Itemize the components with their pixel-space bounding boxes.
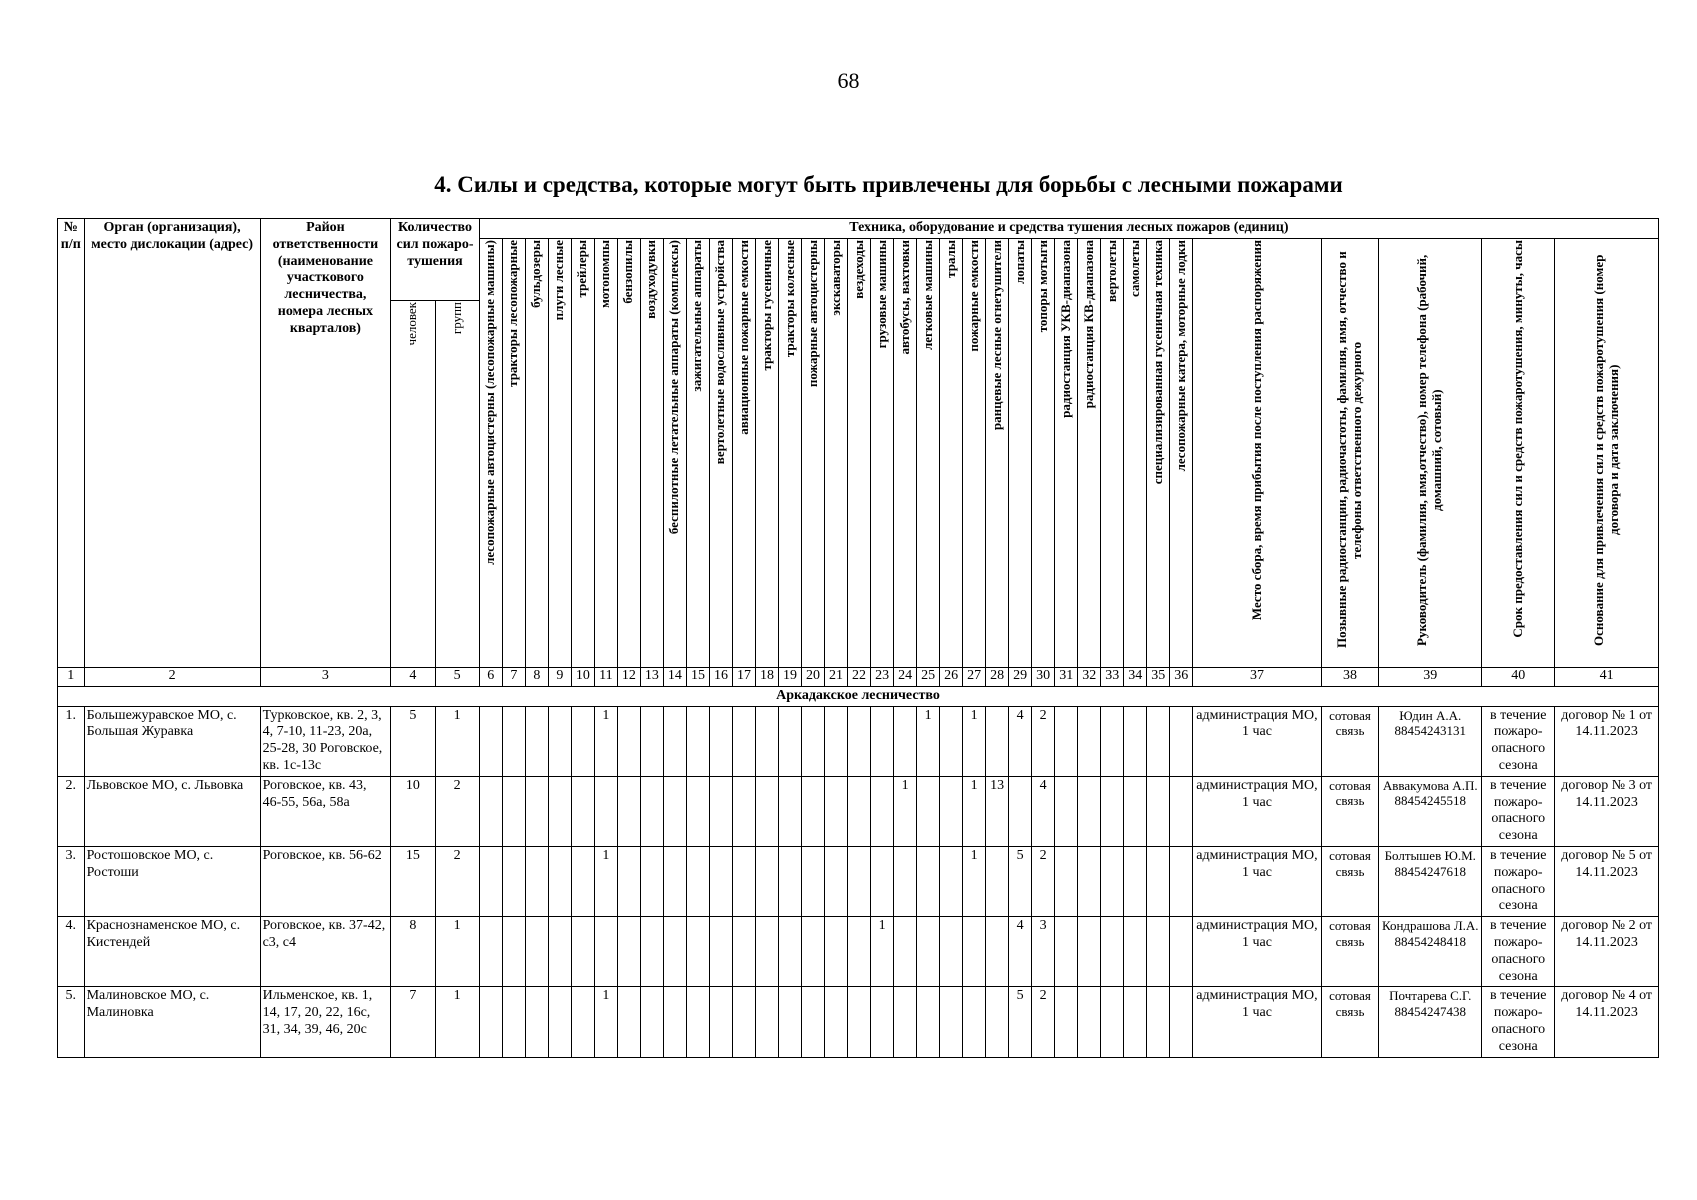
org-cell: Краснознаменское МО, с. Кистендей bbox=[84, 917, 260, 987]
equipment-cell bbox=[732, 987, 755, 1057]
header-equipment-2: тракторы лесопожарные bbox=[502, 239, 525, 668]
equipment-cell bbox=[594, 917, 617, 987]
column-number: 24 bbox=[894, 667, 917, 686]
equipment-cell bbox=[525, 776, 548, 846]
column-number: 38 bbox=[1321, 667, 1379, 686]
gathering-cell: администрация МО, 1 час bbox=[1193, 776, 1321, 846]
equipment-cell bbox=[548, 776, 571, 846]
equipment-cell bbox=[825, 706, 848, 776]
equipment-cell bbox=[640, 987, 663, 1057]
equipment-cell: 1 bbox=[963, 776, 986, 846]
callsigns-cell: сотовая связь bbox=[1321, 987, 1379, 1057]
header-district: Район ответственности (наименование участкового лесничества, номера лесных кварталов) bbox=[260, 219, 391, 668]
groups-cell: 2 bbox=[435, 776, 479, 846]
equipment-cell bbox=[894, 917, 917, 987]
header-equipment-24: лопаты bbox=[1009, 239, 1032, 668]
callsigns-cell: сотовая связь bbox=[1321, 776, 1379, 846]
equipment-cell bbox=[963, 987, 986, 1057]
equipment-cell: 3 bbox=[1032, 917, 1055, 987]
header-leader: Руководитель (фамилия, имя,отчество), номер телефона (рабочий, домашний, сотовый) bbox=[1379, 239, 1482, 668]
column-number: 12 bbox=[617, 667, 640, 686]
equipment-cell: 4 bbox=[1009, 706, 1032, 776]
header-equipment-23: ранцевые лесные огнетушители bbox=[986, 239, 1009, 668]
equipment-cell bbox=[940, 917, 963, 987]
equipment-cell bbox=[1009, 776, 1032, 846]
column-number: 11 bbox=[594, 667, 617, 686]
equipment-cell: 1 bbox=[594, 846, 617, 916]
equipment-cell bbox=[917, 917, 940, 987]
equipment-cell: 1 bbox=[871, 917, 894, 987]
equipment-cell bbox=[548, 706, 571, 776]
row-number: 2. bbox=[58, 776, 85, 846]
people-cell: 5 bbox=[391, 706, 435, 776]
equipment-cell: 1 bbox=[963, 706, 986, 776]
equipment-cell bbox=[663, 917, 686, 987]
equipment-cell bbox=[548, 846, 571, 916]
equipment-cell bbox=[1147, 776, 1170, 846]
equipment-cell bbox=[802, 706, 825, 776]
equipment-cell bbox=[548, 987, 571, 1057]
equipment-cell bbox=[894, 846, 917, 916]
column-number: 6 bbox=[479, 667, 502, 686]
gathering-cell: администрация МО, 1 час bbox=[1193, 706, 1321, 776]
leader-cell: Болтышев Ю.М. 88454247618 bbox=[1379, 846, 1482, 916]
header-callsigns: Позывные радиостанции, радиочастоты, фамилия, имя, отчество и телефоны ответственного дежурного bbox=[1321, 239, 1379, 668]
equipment-cell bbox=[709, 706, 732, 776]
district-cell: Турковское, кв. 2, 3, 4, 7-10, 11-23, 20а, 25-28, 30 Роговское, кв. 1с-13с bbox=[260, 706, 391, 776]
column-number: 29 bbox=[1009, 667, 1032, 686]
equipment-cell bbox=[802, 987, 825, 1057]
equipment-cell bbox=[1078, 917, 1101, 987]
equipment-cell bbox=[802, 917, 825, 987]
equipment-cell bbox=[1078, 706, 1101, 776]
equipment-cell bbox=[640, 776, 663, 846]
header-equipment-31: лесопожарные катера, моторные лодки bbox=[1170, 239, 1193, 668]
table-row bbox=[58, 706, 1659, 776]
equipment-cell bbox=[1078, 987, 1101, 1057]
header-gathering: Место сбора, время прибытия после поступления распоряжения bbox=[1193, 239, 1321, 668]
header-groups: групп bbox=[435, 301, 479, 668]
column-number: 33 bbox=[1101, 667, 1124, 686]
equipment-cell bbox=[502, 706, 525, 776]
equipment-cell bbox=[917, 776, 940, 846]
equipment-cell bbox=[525, 917, 548, 987]
equipment-cell bbox=[917, 987, 940, 1057]
column-number: 39 bbox=[1379, 667, 1482, 686]
header-equipment-25: топоры мотыги bbox=[1032, 239, 1055, 668]
equipment-cell bbox=[755, 706, 778, 776]
equipment-cell bbox=[825, 776, 848, 846]
header-people: человек bbox=[391, 301, 435, 668]
equipment-cell bbox=[1078, 776, 1101, 846]
column-number: 40 bbox=[1482, 667, 1555, 686]
equipment-cell bbox=[755, 776, 778, 846]
equipment-cell bbox=[986, 987, 1009, 1057]
leader-cell: Почтарева С.Г. 88454247438 bbox=[1379, 987, 1482, 1057]
equipment-cell bbox=[663, 846, 686, 916]
column-number: 37 bbox=[1193, 667, 1321, 686]
district-cell: Роговское, кв. 43, 46-55, 56а, 58а bbox=[260, 776, 391, 846]
equipment-cell bbox=[848, 846, 871, 916]
equipment-cell: 2 bbox=[1032, 846, 1055, 916]
equipment-cell bbox=[525, 846, 548, 916]
equipment-cell bbox=[1101, 917, 1124, 987]
equipment-cell bbox=[1147, 987, 1170, 1057]
equipment-cell bbox=[871, 846, 894, 916]
header-equipment-19: автобусы, вахтовки bbox=[894, 239, 917, 668]
column-number: 23 bbox=[871, 667, 894, 686]
row-number: 3. bbox=[58, 846, 85, 916]
equipment-cell bbox=[686, 987, 709, 1057]
column-number: 26 bbox=[940, 667, 963, 686]
period-cell: в течение пожаро-опасного сезона bbox=[1482, 706, 1555, 776]
column-number: 36 bbox=[1170, 667, 1193, 686]
equipment-cell bbox=[986, 706, 1009, 776]
page-number: 68 bbox=[837, 68, 860, 93]
equipment-cell bbox=[940, 987, 963, 1057]
callsigns-cell: сотовая связь bbox=[1321, 846, 1379, 916]
basis-cell: договор № 1 от 14.11.2023 bbox=[1555, 706, 1659, 776]
callsigns-cell: сотовая связь bbox=[1321, 917, 1379, 987]
gathering-cell: администрация МО, 1 час bbox=[1193, 987, 1321, 1057]
equipment-cell bbox=[1101, 846, 1124, 916]
column-number: 14 bbox=[663, 667, 686, 686]
column-number: 21 bbox=[825, 667, 848, 686]
equipment-cell bbox=[779, 846, 802, 916]
org-cell: Львовское МО, с. Львовка bbox=[84, 776, 260, 846]
equipment-cell: 1 bbox=[594, 987, 617, 1057]
header-equipment-20: легковые машины bbox=[917, 239, 940, 668]
header-equipment-29: самолеты bbox=[1124, 239, 1147, 668]
equipment-cell bbox=[779, 776, 802, 846]
equipment-cell bbox=[617, 846, 640, 916]
equipment-cell bbox=[571, 846, 594, 916]
equipment-cell: 5 bbox=[1009, 987, 1032, 1057]
equipment-cell bbox=[479, 987, 502, 1057]
column-number: 7 bbox=[502, 667, 525, 686]
org-cell: Ростошовское МО, с. Ростоши bbox=[84, 846, 260, 916]
section-forestry: Аркадакское лесничество bbox=[58, 686, 1659, 706]
equipment-cell bbox=[479, 917, 502, 987]
equipment-cell bbox=[1147, 917, 1170, 987]
equipment-cell bbox=[848, 987, 871, 1057]
basis-cell: договор № 2 от 14.11.2023 bbox=[1555, 917, 1659, 987]
header-forces: Количество сил пожаро-тушения bbox=[391, 219, 480, 301]
header-equipment-14: тракторы колесные bbox=[779, 239, 802, 668]
equipment-cell bbox=[755, 846, 778, 916]
equipment-cell bbox=[825, 987, 848, 1057]
equipment-cell bbox=[1101, 776, 1124, 846]
equipment-cell: 13 bbox=[986, 776, 1009, 846]
column-number: 17 bbox=[732, 667, 755, 686]
header-equipment-1: лесопожарные автоцистерны (лесопожарные машины) bbox=[479, 239, 502, 668]
equipment-cell bbox=[594, 776, 617, 846]
equipment-cell bbox=[709, 846, 732, 916]
equipment-cell bbox=[1055, 776, 1078, 846]
equipment-cell bbox=[1170, 917, 1193, 987]
equipment-cell bbox=[640, 846, 663, 916]
column-number: 8 bbox=[525, 667, 548, 686]
equipment-cell bbox=[1124, 917, 1147, 987]
header-equipment-group: Техника, оборудование и средства тушения лесных пожаров (единиц) bbox=[479, 219, 1658, 239]
column-number: 2 bbox=[84, 667, 260, 686]
equipment-cell bbox=[1147, 846, 1170, 916]
equipment-cell bbox=[1055, 846, 1078, 916]
column-number: 9 bbox=[548, 667, 571, 686]
column-number: 30 bbox=[1032, 667, 1055, 686]
equipment-cell bbox=[686, 917, 709, 987]
equipment-cell: 1 bbox=[594, 706, 617, 776]
groups-cell: 1 bbox=[435, 917, 479, 987]
header-basis: Основание для привлечения сил и средств пожаротушения (номер договора и дата заключения) bbox=[1555, 239, 1659, 668]
equipment-cell bbox=[663, 776, 686, 846]
equipment-cell bbox=[825, 846, 848, 916]
equipment-cell bbox=[1124, 987, 1147, 1057]
column-number: 28 bbox=[986, 667, 1009, 686]
header-equipment-12: авиационные пожарные емкости bbox=[732, 239, 755, 668]
header-num: № п/п bbox=[58, 219, 85, 668]
equipment-cell bbox=[686, 706, 709, 776]
equipment-cell bbox=[548, 917, 571, 987]
equipment-cell bbox=[1124, 846, 1147, 916]
equipment-cell bbox=[940, 776, 963, 846]
equipment-cell: 2 bbox=[1032, 706, 1055, 776]
header-equipment-22: пожарные емкости bbox=[963, 239, 986, 668]
equipment-cell bbox=[617, 776, 640, 846]
equipment-cell bbox=[940, 706, 963, 776]
header-equipment-28: вертолеты bbox=[1101, 239, 1124, 668]
row-number: 5. bbox=[58, 987, 85, 1057]
equipment-cell bbox=[502, 987, 525, 1057]
gathering-cell: администрация МО, 1 час bbox=[1193, 846, 1321, 916]
header-equipment-7: бензопилы bbox=[617, 239, 640, 668]
equipment-cell bbox=[617, 987, 640, 1057]
equipment-cell bbox=[871, 987, 894, 1057]
equipment-cell bbox=[479, 846, 502, 916]
district-cell: Роговское, кв. 56-62 bbox=[260, 846, 391, 916]
header-equipment-21: тралы bbox=[940, 239, 963, 668]
equipment-cell bbox=[1170, 706, 1193, 776]
equipment-cell bbox=[571, 776, 594, 846]
groups-cell: 2 bbox=[435, 846, 479, 916]
column-number: 16 bbox=[709, 667, 732, 686]
equipment-cell bbox=[1147, 706, 1170, 776]
header-equipment-3: бульдозеры bbox=[525, 239, 548, 668]
header-equipment-30: специализированная гусеничная техника bbox=[1147, 239, 1170, 668]
equipment-cell bbox=[709, 776, 732, 846]
header-period: Срок предоставления сил и средств пожаротушения, минуты, часы bbox=[1482, 239, 1555, 668]
header-equipment-9: беспилотные летательные аппараты (комплексы) bbox=[663, 239, 686, 668]
equipment-cell bbox=[802, 846, 825, 916]
people-cell: 15 bbox=[391, 846, 435, 916]
equipment-cell bbox=[640, 706, 663, 776]
equipment-cell bbox=[709, 917, 732, 987]
equipment-cell bbox=[871, 706, 894, 776]
period-cell: в течение пожаро-опасного сезона bbox=[1482, 846, 1555, 916]
equipment-cell bbox=[755, 917, 778, 987]
equipment-cell bbox=[663, 706, 686, 776]
column-number: 22 bbox=[848, 667, 871, 686]
column-number: 5 bbox=[435, 667, 479, 686]
header-equipment-8: воздуходувки bbox=[640, 239, 663, 668]
equipment-cell bbox=[894, 706, 917, 776]
header-equipment-16: экскаваторы bbox=[825, 239, 848, 668]
column-number: 4 bbox=[391, 667, 435, 686]
equipment-cell bbox=[640, 917, 663, 987]
column-number: 3 bbox=[260, 667, 391, 686]
equipment-cell: 1 bbox=[963, 846, 986, 916]
gathering-cell: администрация МО, 1 час bbox=[1193, 917, 1321, 987]
forces-table bbox=[57, 218, 1659, 1058]
header-org: Орган (организация), место дислокации (адрес) bbox=[84, 219, 260, 668]
header-equipment-17: вездеходы bbox=[848, 239, 871, 668]
table-row bbox=[58, 917, 1659, 987]
callsigns-cell: сотовая связь bbox=[1321, 706, 1379, 776]
equipment-cell bbox=[1124, 706, 1147, 776]
equipment-cell bbox=[732, 706, 755, 776]
equipment-cell bbox=[825, 917, 848, 987]
header-equipment-27: радиостанция КВ-диапазона bbox=[1078, 239, 1101, 668]
header-equipment-13: тракторы гусеничные bbox=[755, 239, 778, 668]
header-equipment-10: зажигательные аппараты bbox=[686, 239, 709, 668]
equipment-cell: 4 bbox=[1032, 776, 1055, 846]
equipment-cell bbox=[1055, 706, 1078, 776]
equipment-cell bbox=[871, 776, 894, 846]
column-number: 32 bbox=[1078, 667, 1101, 686]
column-number: 10 bbox=[571, 667, 594, 686]
header-equipment-6: мотопомпы bbox=[594, 239, 617, 668]
column-number: 15 bbox=[686, 667, 709, 686]
row-number: 1. bbox=[58, 706, 85, 776]
period-cell: в течение пожаро-опасного сезона bbox=[1482, 987, 1555, 1057]
equipment-cell bbox=[848, 776, 871, 846]
leader-cell: Юдин А.А. 88454243131 bbox=[1379, 706, 1482, 776]
basis-cell: договор № 5 от 14.11.2023 bbox=[1555, 846, 1659, 916]
column-number: 27 bbox=[963, 667, 986, 686]
district-cell: Ильменское, кв. 1, 14, 17, 20, 22, 16с, 31, 34, 39, 46, 20с bbox=[260, 987, 391, 1057]
equipment-cell bbox=[917, 846, 940, 916]
column-number: 34 bbox=[1124, 667, 1147, 686]
equipment-cell bbox=[732, 776, 755, 846]
groups-cell: 1 bbox=[435, 706, 479, 776]
equipment-cell: 1 bbox=[894, 776, 917, 846]
equipment-cell bbox=[1101, 987, 1124, 1057]
column-number: 18 bbox=[755, 667, 778, 686]
groups-cell: 1 bbox=[435, 987, 479, 1057]
period-cell: в течение пожаро-опасного сезона bbox=[1482, 917, 1555, 987]
org-cell: Малиновское МО, с. Малиновка bbox=[84, 987, 260, 1057]
basis-cell: договор № 3 от 14.11.2023 bbox=[1555, 776, 1659, 846]
equipment-cell bbox=[502, 776, 525, 846]
equipment-cell bbox=[571, 917, 594, 987]
equipment-cell bbox=[1170, 776, 1193, 846]
equipment-cell bbox=[779, 917, 802, 987]
header-equipment-5: трейлеры bbox=[571, 239, 594, 668]
equipment-cell: 2 bbox=[1032, 987, 1055, 1057]
equipment-cell bbox=[779, 706, 802, 776]
equipment-cell bbox=[1124, 776, 1147, 846]
header-equipment-15: пожарные автоцистерны bbox=[802, 239, 825, 668]
equipment-cell bbox=[802, 776, 825, 846]
equipment-cell bbox=[571, 987, 594, 1057]
leader-cell: Кондрашова Л.А. 88454248418 bbox=[1379, 917, 1482, 987]
equipment-cell bbox=[848, 706, 871, 776]
equipment-cell bbox=[1078, 846, 1101, 916]
equipment-cell bbox=[663, 987, 686, 1057]
equipment-cell bbox=[894, 987, 917, 1057]
equipment-cell: 5 bbox=[1009, 846, 1032, 916]
row-number: 4. bbox=[58, 917, 85, 987]
column-number: 35 bbox=[1147, 667, 1170, 686]
equipment-cell bbox=[502, 917, 525, 987]
column-number: 19 bbox=[779, 667, 802, 686]
people-cell: 10 bbox=[391, 776, 435, 846]
period-cell: в течение пожаро-опасного сезона bbox=[1482, 776, 1555, 846]
equipment-cell bbox=[986, 846, 1009, 916]
equipment-cell bbox=[525, 706, 548, 776]
leader-cell: Аввакумова А.П. 88454245518 bbox=[1379, 776, 1482, 846]
equipment-cell bbox=[617, 706, 640, 776]
equipment-cell bbox=[709, 987, 732, 1057]
table-row bbox=[58, 846, 1659, 916]
table-row bbox=[58, 776, 1659, 846]
equipment-cell bbox=[986, 917, 1009, 987]
equipment-cell bbox=[525, 987, 548, 1057]
header-equipment-11: вертолетные водосливные устройства bbox=[709, 239, 732, 668]
equipment-cell bbox=[732, 917, 755, 987]
equipment-cell bbox=[1055, 987, 1078, 1057]
equipment-cell bbox=[1170, 987, 1193, 1057]
equipment-cell bbox=[1101, 706, 1124, 776]
equipment-cell: 1 bbox=[917, 706, 940, 776]
equipment-cell bbox=[779, 987, 802, 1057]
equipment-cell bbox=[940, 846, 963, 916]
org-cell: Большежуравское МО, с. Большая Журавка bbox=[84, 706, 260, 776]
people-cell: 7 bbox=[391, 987, 435, 1057]
equipment-cell bbox=[479, 776, 502, 846]
column-number: 13 bbox=[640, 667, 663, 686]
equipment-cell bbox=[686, 776, 709, 846]
column-number: 20 bbox=[802, 667, 825, 686]
column-number: 1 bbox=[58, 667, 85, 686]
equipment-cell bbox=[848, 917, 871, 987]
page-title: 4. Силы и средства, которые могут быть привлечены для борьбы с лесными пожарами bbox=[434, 172, 1343, 197]
equipment-cell bbox=[1055, 917, 1078, 987]
equipment-cell: 4 bbox=[1009, 917, 1032, 987]
equipment-cell bbox=[1170, 846, 1193, 916]
equipment-cell bbox=[617, 917, 640, 987]
equipment-cell bbox=[479, 706, 502, 776]
equipment-cell bbox=[502, 846, 525, 916]
district-cell: Роговское, кв. 37-42, с3, с4 bbox=[260, 917, 391, 987]
header-equipment-26: радиостанция УКВ-диапазона bbox=[1055, 239, 1078, 668]
people-cell: 8 bbox=[391, 917, 435, 987]
header-equipment-4: плуги лесные bbox=[548, 239, 571, 668]
column-number: 41 bbox=[1555, 667, 1659, 686]
equipment-cell bbox=[732, 846, 755, 916]
basis-cell: договор № 4 от 14.11.2023 bbox=[1555, 987, 1659, 1057]
table-row bbox=[58, 987, 1659, 1057]
column-number: 31 bbox=[1055, 667, 1078, 686]
equipment-cell bbox=[755, 987, 778, 1057]
column-number: 25 bbox=[917, 667, 940, 686]
equipment-cell bbox=[571, 706, 594, 776]
equipment-cell bbox=[686, 846, 709, 916]
equipment-cell bbox=[963, 917, 986, 987]
header-equipment-18: грузовые машины bbox=[871, 239, 894, 668]
